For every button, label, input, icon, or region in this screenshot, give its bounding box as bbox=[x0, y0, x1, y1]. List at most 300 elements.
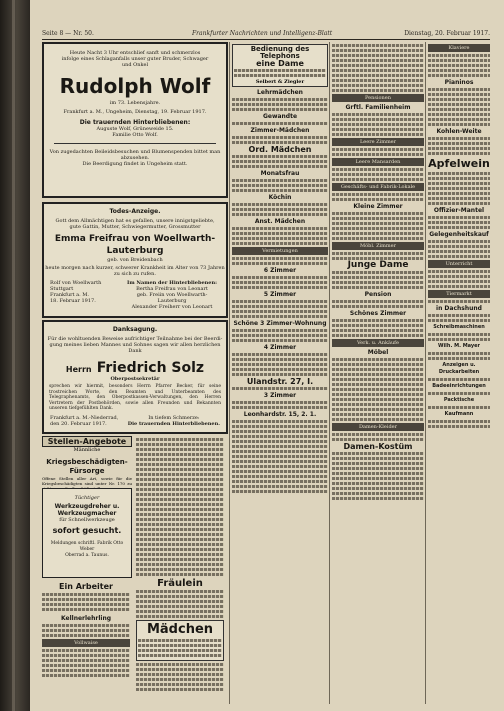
ad-text-lines bbox=[428, 113, 490, 116]
ad-text-lines bbox=[232, 363, 328, 366]
ad-text-lines bbox=[332, 452, 424, 455]
ad-text-lines bbox=[136, 600, 224, 603]
section-heading: Tiermarkt bbox=[428, 290, 490, 298]
ad-text-lines bbox=[332, 472, 424, 475]
ad-text-lines bbox=[136, 673, 224, 676]
ad-text-lines bbox=[232, 257, 328, 260]
ad-text-lines bbox=[232, 430, 328, 433]
ad-text-lines bbox=[332, 408, 424, 411]
spine-stripe bbox=[12, 0, 15, 711]
ad-text-lines bbox=[332, 462, 424, 465]
ad-text-lines bbox=[136, 483, 224, 486]
ad-title: 3 Zimmer bbox=[263, 392, 297, 399]
ad-text-lines bbox=[332, 59, 424, 62]
signer-title: Im Namen der Hinterbliebenen: bbox=[127, 280, 217, 286]
ad-text-lines bbox=[136, 463, 224, 466]
ad-text-lines bbox=[332, 492, 424, 495]
signature-right bbox=[128, 415, 220, 427]
kriegs-ad bbox=[42, 458, 132, 491]
notice-note: Von zugedachten Beileidsbesuchen und Blumenspenden bittet man bbox=[49, 149, 221, 155]
signature-area bbox=[44, 414, 226, 428]
ad-text-lines bbox=[232, 339, 328, 342]
divider bbox=[54, 143, 216, 144]
ad-text-lines bbox=[232, 179, 328, 182]
ad-text-lines bbox=[232, 281, 328, 284]
ad-text-lines bbox=[332, 217, 424, 220]
jobs-section bbox=[42, 436, 132, 453]
ad-text-lines bbox=[136, 663, 224, 666]
ad-text-lines bbox=[332, 113, 424, 116]
ad-text-lines bbox=[332, 69, 424, 72]
ad-company: Selbert & Ziegler bbox=[255, 79, 305, 85]
section-heading: Unterricht bbox=[428, 260, 490, 268]
ad-text-lines bbox=[428, 177, 490, 180]
ad-text-lines bbox=[136, 523, 224, 526]
ad-text-lines bbox=[428, 187, 490, 190]
ad-text-lines bbox=[232, 490, 328, 493]
ad-text-lines bbox=[332, 222, 424, 225]
ad-text-lines bbox=[136, 518, 224, 521]
ad-text-lines bbox=[332, 482, 424, 485]
deceased-name: Friedrich Solz bbox=[96, 360, 205, 376]
ad-text-lines bbox=[428, 69, 490, 72]
notice-text: heute morgen nach kurzer, schwerer Krankheit im Alter von 73 Jahren bbox=[45, 265, 225, 271]
ad-title: Bedienung des Telephons bbox=[250, 45, 310, 60]
ad-text-lines bbox=[136, 553, 224, 556]
small-ads-middle bbox=[136, 436, 224, 693]
deceased-age: im 73. Lebensjahre. bbox=[109, 100, 161, 106]
ad-text-lines bbox=[136, 458, 224, 461]
ad-text-lines bbox=[232, 358, 328, 361]
ad-text-lines bbox=[232, 300, 328, 303]
ad-text-lines bbox=[332, 128, 424, 131]
section-heading: Verk. u. Ankäufe bbox=[332, 339, 424, 347]
ad-text-lines bbox=[232, 475, 328, 478]
ad-title: Köchin bbox=[268, 194, 292, 201]
ad-text-lines bbox=[332, 300, 424, 303]
ad-text-lines bbox=[232, 227, 328, 230]
ad-text-lines bbox=[232, 103, 328, 106]
ad-title: Packtische bbox=[443, 397, 475, 403]
ad-text-lines bbox=[428, 378, 490, 381]
ad-text-lines bbox=[232, 450, 328, 453]
ad-title: Junge Dame bbox=[347, 260, 409, 270]
ad-text-lines bbox=[428, 406, 490, 409]
ad-text-lines bbox=[428, 250, 490, 253]
ad-text-lines bbox=[136, 678, 224, 681]
issue-date: Dienstag, 20. Februar 1917. bbox=[404, 30, 490, 37]
ad-text: Offene Stellen aller Art, sowie für die Kriegsbeschädigten sind unter Nr. 170 zu bbox=[42, 476, 132, 486]
section-heading: Vermietungen bbox=[232, 247, 328, 255]
ad-text-lines bbox=[332, 319, 424, 322]
ad-title: 6 Zimmer bbox=[263, 267, 297, 274]
paper-title: Frankfurter Nachrichten und Intelligenz-Blatt bbox=[192, 30, 333, 37]
ad-text-lines bbox=[136, 508, 224, 511]
death-notice-woellwarth bbox=[42, 202, 228, 318]
telephone-ad bbox=[232, 44, 328, 87]
notice-body: sprechen wir hiermit, besonders Herrn Pfarrer Becker, für seine trostreichen Worte, den Beamten und Unterbeamten des Telegraphenamts, den Oberpostkassen-Verwaltungen, den Herren Vertretern der Postbehörden, sowie allen Freunden und Bekannten unseren tiefgefühlten Dank. bbox=[49, 384, 221, 411]
mourner: Auguste Wolf, Grüneweide 15. bbox=[96, 126, 174, 132]
ad-text-lines bbox=[232, 232, 328, 235]
ad-text-lines bbox=[138, 644, 222, 647]
ad-text-lines bbox=[136, 610, 224, 613]
ad-text-lines bbox=[428, 137, 490, 140]
ad-text-lines bbox=[332, 212, 424, 215]
ad-text: Tüchtiger bbox=[74, 495, 100, 501]
ad-text-lines bbox=[428, 98, 490, 101]
deceased-name: Emma Freifrau von Woellwarth-Lauterburg bbox=[54, 234, 216, 256]
signer: geb. Freiin von Woellwarth-Lauterburg bbox=[136, 292, 208, 304]
ad-text-lines bbox=[428, 352, 490, 355]
ad-text-lines bbox=[428, 280, 490, 283]
ad-text-lines bbox=[428, 270, 490, 273]
ad-text-lines bbox=[428, 152, 490, 155]
ad-text-lines bbox=[136, 568, 224, 571]
ad-text-lines bbox=[332, 433, 424, 436]
ad-text-lines bbox=[232, 165, 328, 168]
ad-text-lines bbox=[234, 74, 326, 77]
ad-title: Kleine Zimmer bbox=[353, 203, 403, 210]
ad-title: Pension bbox=[364, 291, 392, 298]
ad-text-lines bbox=[332, 237, 424, 240]
ad-text-lines bbox=[428, 245, 490, 248]
ad-text-lines bbox=[136, 438, 224, 441]
newspaper-page bbox=[30, 0, 504, 711]
ad-text-lines bbox=[332, 438, 424, 441]
ad-text-lines bbox=[332, 257, 424, 260]
ad-text-lines bbox=[428, 420, 490, 423]
ad-text-lines bbox=[42, 603, 130, 606]
ad-text-lines bbox=[136, 443, 224, 446]
ad-text-lines bbox=[332, 153, 424, 156]
ad-text-lines bbox=[332, 487, 424, 490]
ad-text-lines bbox=[428, 197, 490, 200]
ad-text-lines bbox=[136, 533, 224, 536]
ad-text-lines bbox=[232, 329, 328, 332]
ad-text-lines bbox=[232, 353, 328, 356]
ad-text-lines bbox=[428, 88, 490, 91]
column-divider bbox=[329, 42, 330, 704]
notice-text: Gott dem Allmächtigen hat es gefallen, unsere innigstgeliebte, bbox=[55, 218, 215, 224]
page-number: Seite 8 — Nr. 50. bbox=[42, 30, 94, 37]
ad-text-lines bbox=[428, 147, 490, 150]
ad-text-lines bbox=[232, 276, 328, 279]
ad-title: sofort gesucht. bbox=[52, 526, 122, 535]
mourners-title: Die trauernden Hinterbliebenen: bbox=[79, 119, 191, 126]
ad-text-lines bbox=[232, 334, 328, 337]
ad-text-lines bbox=[138, 649, 222, 652]
ad-text-lines bbox=[332, 252, 424, 255]
ad-text-lines bbox=[428, 240, 490, 243]
honorific: Herrn bbox=[65, 365, 92, 374]
notice-text: zu sich zu rufen. bbox=[114, 271, 156, 277]
ad-text-lines bbox=[42, 624, 130, 627]
ad-text-lines bbox=[332, 477, 424, 480]
ad-title: Mädchen bbox=[146, 622, 214, 637]
ad-title: Offizier-Mantel bbox=[433, 207, 485, 214]
ad-text-lines bbox=[428, 255, 490, 258]
ad-text-lines bbox=[42, 598, 130, 601]
signature-left bbox=[50, 415, 118, 427]
ad-text-lines bbox=[232, 315, 328, 318]
ad-text-lines bbox=[428, 74, 490, 77]
ad-text-lines bbox=[232, 141, 328, 144]
signer-date: den 20. Februar 1917. bbox=[50, 420, 107, 427]
ad-text-lines bbox=[136, 563, 224, 566]
ad-text-lines bbox=[136, 498, 224, 501]
notice-text: gute Gattin, Mutter, Schwiegermutter, Grossmutter bbox=[69, 224, 201, 230]
section-heading: Pensionen bbox=[332, 94, 424, 102]
ad-title: Kaufmann bbox=[444, 411, 474, 417]
maedchen-ad bbox=[136, 620, 224, 661]
small-ads-left bbox=[42, 582, 130, 679]
signature-left bbox=[50, 280, 120, 310]
section-heading: Möbl. Zimmer bbox=[332, 242, 424, 250]
ad-title: Ein Arbeiter bbox=[59, 582, 113, 591]
signer: Rolf von Woellwarth bbox=[50, 280, 102, 286]
ad-text-lines bbox=[332, 393, 424, 396]
deceased-name: Rudolph Wolf bbox=[59, 74, 211, 98]
ad-title: Schönes Zimmer bbox=[349, 310, 407, 317]
ad-text-lines bbox=[232, 262, 328, 265]
notice-text: und Onkel bbox=[121, 62, 149, 68]
ad-text-lines bbox=[428, 338, 490, 341]
jobs-heading: Stellen-Angebote bbox=[42, 436, 132, 447]
ad-title: eine Dame bbox=[256, 59, 304, 68]
ad-text-lines bbox=[332, 49, 424, 52]
ad-text-lines bbox=[42, 634, 130, 637]
ad-text-lines bbox=[136, 605, 224, 608]
ad-text: für Schnellwerkzeuge bbox=[59, 517, 115, 523]
werkzeug-ad bbox=[42, 488, 132, 578]
ad-text-lines bbox=[232, 98, 328, 101]
ad-text-lines bbox=[332, 89, 424, 92]
ad-text: Oberrad a. Taunus. bbox=[65, 553, 109, 558]
ad-text-lines bbox=[332, 276, 424, 279]
ad-text-lines bbox=[332, 168, 424, 171]
ad-text-lines bbox=[232, 237, 328, 240]
notice-text: Für die wohltuenden Beweise aufrichtiger Teilnahme bei der Beerdi- bbox=[47, 336, 223, 342]
ad-text-lines bbox=[232, 136, 328, 139]
ad-text-lines bbox=[136, 468, 224, 471]
ad-text-lines bbox=[232, 401, 328, 404]
ad-text-lines bbox=[42, 664, 130, 667]
section-heading: Geschäfts- und Fabrik-Lokale bbox=[332, 183, 424, 191]
ad-text-lines bbox=[42, 649, 130, 652]
ad-title: Ord. Mädchen bbox=[248, 145, 312, 154]
signer: Bertha Freifrau von Leonart bbox=[136, 286, 208, 292]
notice-place-date: Frankfurt a. M., Ungeheim, Dienstag, 19. Februar 1917. bbox=[63, 109, 207, 115]
ad-text-lines bbox=[232, 184, 328, 187]
ad-text-lines bbox=[428, 64, 490, 67]
ad-text-lines bbox=[232, 242, 328, 245]
ad-text-lines bbox=[428, 357, 490, 360]
ad-title: Kellnerlehrling bbox=[60, 615, 112, 622]
ad-text-lines bbox=[136, 528, 224, 531]
column-3 bbox=[332, 42, 424, 707]
ad-text-lines bbox=[332, 418, 424, 421]
ad-text-lines bbox=[428, 221, 490, 224]
ad-text-lines bbox=[232, 189, 328, 192]
ad-text-lines bbox=[332, 334, 424, 337]
ad-title: Anst. Mädchen bbox=[254, 218, 306, 225]
ad-text-lines bbox=[332, 44, 424, 47]
notice-text: gung meines lieben Mannes und Sohnes sagen wir allen herzlichen Dank bbox=[49, 342, 221, 354]
ad-text-lines bbox=[232, 368, 328, 371]
ad-text-lines bbox=[136, 573, 224, 576]
ad-title: Apfelwein bbox=[428, 157, 490, 170]
maiden-name: geb. von Breidenbach bbox=[107, 257, 163, 263]
notice-note: Die Beerdigung findet in Ungeheim statt. bbox=[82, 161, 188, 167]
column-divider bbox=[229, 42, 230, 704]
ad-text-lines bbox=[428, 59, 490, 62]
ad-text-lines bbox=[232, 480, 328, 483]
ad-title: Werkzeugdreher u. Werkzeugmacher bbox=[54, 503, 120, 517]
jobs-subheading: Männliche bbox=[73, 447, 101, 453]
ad-title: Gelegenheitskauf bbox=[429, 231, 489, 238]
ad-text-lines bbox=[428, 93, 490, 96]
ad-text-lines bbox=[42, 608, 130, 611]
ad-text-lines bbox=[232, 373, 328, 376]
ad-text-lines bbox=[428, 425, 490, 428]
ad-text-lines bbox=[232, 470, 328, 473]
ad-text-lines bbox=[232, 445, 328, 448]
ad-title: Lehrmädchen bbox=[257, 89, 303, 96]
ad-text-lines bbox=[42, 659, 130, 662]
ad-text-lines bbox=[428, 216, 490, 219]
section-heading: Klaviere bbox=[428, 44, 490, 52]
ad-text-lines bbox=[232, 485, 328, 488]
ad-title: Monatsfrau bbox=[260, 170, 300, 177]
ad-text-lines bbox=[428, 54, 490, 57]
ad-text-lines bbox=[232, 435, 328, 438]
ad-title: Schreibmaschinen bbox=[433, 324, 485, 330]
signature-area bbox=[44, 277, 226, 310]
ad-text-lines bbox=[332, 281, 424, 284]
book-spine bbox=[0, 0, 30, 711]
section-heading: Leere Mansarden bbox=[332, 158, 424, 166]
ad-text-lines bbox=[232, 387, 328, 390]
header-rule bbox=[42, 39, 490, 40]
ad-text-lines bbox=[232, 160, 328, 163]
notice-note: abzusehen. bbox=[120, 155, 150, 161]
ad-text-lines bbox=[232, 310, 328, 313]
ad-text-lines bbox=[428, 392, 490, 395]
ad-text-lines bbox=[136, 558, 224, 561]
ad-title: in Dachshund bbox=[436, 305, 482, 312]
ad-text-lines bbox=[42, 654, 130, 657]
column-4 bbox=[428, 42, 490, 707]
ad-text-lines bbox=[136, 543, 224, 546]
ad-text-lines bbox=[234, 69, 326, 72]
ad-text-lines bbox=[332, 467, 424, 470]
death-notice-wolf bbox=[42, 42, 228, 198]
ad-title: 4 Zimmer bbox=[263, 344, 297, 351]
ad-text-lines bbox=[232, 122, 328, 125]
ad-text: Meldungen schriftl. Fabrik Otto Weber bbox=[50, 541, 124, 552]
ad-text-lines bbox=[138, 639, 222, 642]
ad-text-lines bbox=[428, 182, 490, 185]
section-heading: Damen-Kleider bbox=[332, 423, 424, 431]
ad-text-lines bbox=[332, 123, 424, 126]
ad-text-lines bbox=[232, 425, 328, 428]
ad-text-lines bbox=[332, 373, 424, 376]
ad-title: Ulandstr. 27, I. bbox=[246, 377, 314, 386]
ad-text-lines bbox=[428, 123, 490, 126]
notice-title: Danksagung. bbox=[112, 326, 158, 333]
ad-text-lines bbox=[232, 155, 328, 158]
ad-title: Schöne 3 Zimmer-Wohnung bbox=[233, 320, 327, 327]
signer-place: Stuttgart bbox=[50, 286, 74, 292]
ad-text-lines bbox=[332, 227, 424, 230]
ad-text-lines bbox=[332, 133, 424, 136]
ad-text-lines bbox=[428, 319, 490, 322]
ad-text-lines bbox=[136, 493, 224, 496]
ad-text-lines bbox=[232, 406, 328, 409]
ad-text-lines bbox=[136, 478, 224, 481]
ad-text-lines bbox=[332, 79, 424, 82]
ad-text-lines bbox=[136, 688, 224, 691]
column-divider bbox=[425, 42, 426, 704]
ad-text-lines bbox=[332, 74, 424, 77]
ad-title: Wilh. M. Mayer bbox=[437, 343, 481, 349]
ad-title: Gewandte bbox=[262, 113, 298, 120]
ad-title: Damen-Kostüm bbox=[343, 442, 413, 451]
ad-text-lines bbox=[136, 473, 224, 476]
ad-text-lines bbox=[232, 213, 328, 216]
signer-date: 18. Februar 1917. bbox=[50, 298, 96, 304]
ad-text-lines bbox=[232, 108, 328, 111]
ad-text-lines bbox=[332, 286, 424, 289]
ad-text-lines bbox=[428, 285, 490, 288]
ad-text-lines bbox=[232, 203, 328, 206]
ad-text-lines bbox=[332, 329, 424, 332]
ad-text-lines bbox=[232, 465, 328, 468]
ad-text-lines bbox=[332, 118, 424, 121]
ad-text-lines bbox=[332, 358, 424, 361]
ad-text-lines bbox=[232, 208, 328, 211]
ad-title: Anzeigen u. Druckarbeiten bbox=[438, 362, 480, 375]
ad-text-lines bbox=[332, 178, 424, 181]
ad-text-lines bbox=[232, 286, 328, 289]
ad-text-lines bbox=[232, 420, 328, 423]
ad-heading: Vollwaise bbox=[42, 639, 130, 647]
ad-text-lines bbox=[428, 333, 490, 336]
ad-text-lines bbox=[428, 314, 490, 317]
ad-text-lines bbox=[332, 198, 424, 201]
ad-text-lines bbox=[332, 403, 424, 406]
ad-text-lines bbox=[332, 383, 424, 386]
ad-text-lines bbox=[332, 398, 424, 401]
notice-title: Todes-Anzeige. bbox=[109, 208, 161, 215]
ad-text-lines bbox=[428, 275, 490, 278]
ad-text-lines bbox=[332, 324, 424, 327]
thanks-notice-solz bbox=[42, 320, 228, 434]
ad-text-lines bbox=[232, 460, 328, 463]
notice-text: Heute Nacht 3 Uhr entschlief sanft und schmerzlos bbox=[69, 50, 201, 56]
ad-title: Grftl. Familienheim bbox=[345, 104, 411, 111]
ad-text-lines bbox=[332, 84, 424, 87]
ad-title: 5 Zimmer bbox=[263, 291, 297, 298]
ad-text-lines bbox=[332, 497, 424, 500]
ad-text-lines bbox=[332, 54, 424, 57]
ad-title: Badeeinrichtungen bbox=[432, 383, 486, 389]
ad-text-lines bbox=[332, 368, 424, 371]
ad-text-lines bbox=[138, 654, 222, 657]
ad-text-lines bbox=[428, 142, 490, 145]
ad-text-lines bbox=[136, 503, 224, 506]
ad-text-lines bbox=[232, 305, 328, 308]
